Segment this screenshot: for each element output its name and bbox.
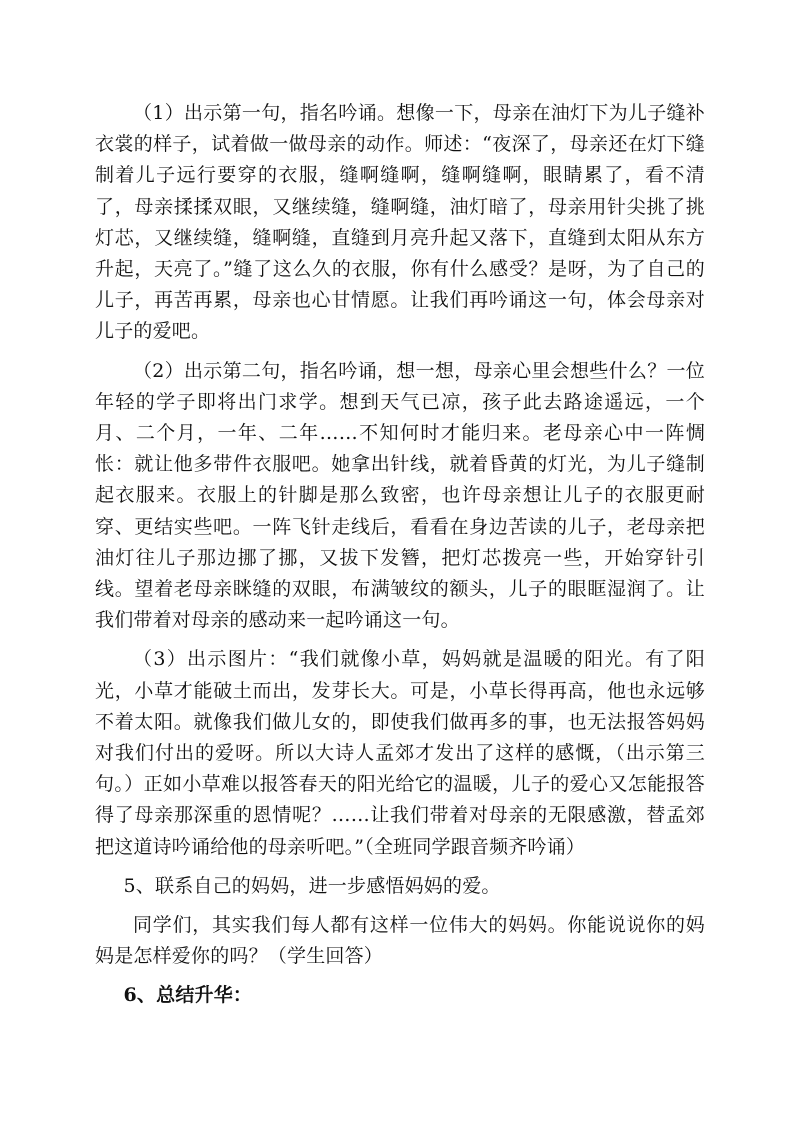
section-heading-5: 5、联系自己的妈妈，进一步感悟妈妈的爱。 [123,874,501,897]
document-page [95,98,705,1012]
paragraph-step-2: （2）出示第二句，指名吟诵，想一想，母亲心里会想些什么？一位年轻的学子即将出门求学。想到天气已凉，孩子此去路途遥远，一个月、二个月，一年、二年……不知何时才能归来。老母亲心中一阵惆怅：就让他多带件衣服吧。她拿出针线，就着昏黄的灯光，为儿子缝制起衣服来。衣服上的针脚是那么致密，也许母亲想让儿子的衣服更耐穿、更结实些吧。一阵飞针走线后，看看在身边苦读的儿子，老母亲把油灯往儿子那边挪了挪，又拔下发簪，把灯芯拨亮一些，开始穿针引线。望着老母亲眯缝的双眼，布满皱纹的额头，儿子的眼眶湿润了。让我们带着对母亲的感动来一起吟诵这一句。 [95,359,705,632]
section-heading-6: 6、总结升华： [123,984,253,1007]
paragraph-section-5-body: 同学们，其实我们每人都有这样一位伟大的妈妈。你能说说你的妈妈是怎样爱你的吗？（学生回答） [95,914,705,968]
paragraph-step-3: （3）出示图片：“我们就像小草，妈妈就是温暖的阳光。有了阳光，小草才能破土而出，发芽长大。可是，小草长得再高，他也永远够不着太阳。就像我们做儿女的，即使我们做再多的事，也无法报答妈妈对我们付出的爱呀。所以大诗人孟郊才发出了这样的感慨，（出示第三句。）正如小草难以报答春天的阳光给它的温暖，儿子的爱心又怎能报答得了母亲那深重的恩情呢？……让我们带着对母亲的无限感激，替孟郊把这道诗吟诵给他的母亲听吧。”（全班同学跟音频齐吟诵） [95,648,705,858]
paragraph-step-1: （1）出示第一句，指名吟诵。想像一下，母亲在油灯下为儿子缝补衣裳的样子，试着做一做母亲的动作。师述：“夜深了，母亲还在灯下缝制着儿子远行要穿的衣服，缝啊缝啊，缝啊缝啊，眼睛累了，看不清了，母亲揉揉双眼，又继续缝，缝啊缝，油灯暗了，母亲用针尖挑了挑灯芯，又继续缝，缝啊缝，直缝到月亮升起又落下，直缝到太阳从东方升起，天亮了。”缝了这么久的衣服，你有什么感受？是呀，为了自己的儿子，再苦再累，母亲也心甘情愿。让我们再吟诵这一句，体会母亲对儿子的爱吧。 [95,102,705,343]
